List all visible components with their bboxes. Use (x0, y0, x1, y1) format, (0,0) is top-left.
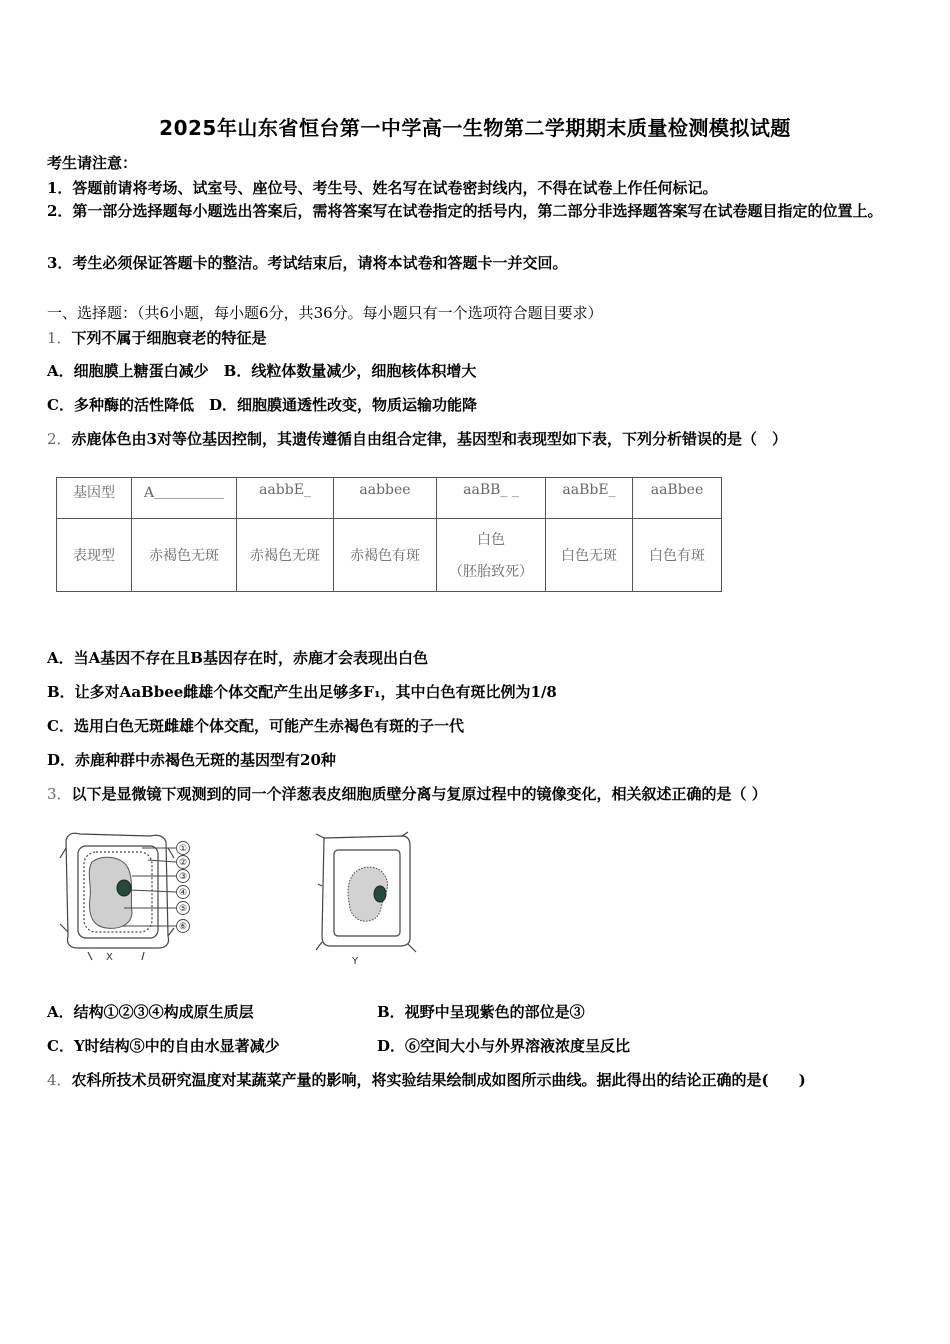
figure-caption-y: Y (352, 956, 359, 967)
question-3 (47, 783, 767, 804)
question-4 (47, 1069, 806, 1090)
q3-option-d: D．⑥空间大小与外界溶液浓度呈反比 (377, 1037, 631, 1055)
question-stem: 赤鹿体色由3对等位基因控制，其遗传遵循自由组合定律，基因型和表现型如下表，下列分析错误的是（ ） (71, 430, 787, 448)
figure-label: ④ (178, 888, 188, 898)
q1-options-row-1: A．细胞膜上糖蛋白减少 B．线粒体数量减少，细胞核体积增大 (47, 362, 477, 380)
q2-option-c: C．选用白色无斑雌雄个体交配，可能产生赤褐色有斑的子一代 (47, 717, 464, 735)
table-cell: A＿＿＿＿＿ (132, 478, 237, 519)
table-cell: aabbE_ (237, 478, 334, 519)
cell-figure-y (312, 828, 422, 968)
question-stem: 下列不属于细胞衰老的特征是 (71, 329, 267, 347)
q3-option-b: B．视野中呈现紫色的部位是③ (377, 1003, 585, 1021)
q3-option-c: C．Y时结构⑤中的自由水显著减少 (47, 1037, 280, 1055)
page-title: 2025年山东省恒台第一中学高一生物第二学期期末质量检测模拟试题 (159, 116, 791, 140)
figure-label: ⑥ (178, 922, 188, 932)
table-cell-text: 白色 (477, 532, 505, 548)
table-cell: 赤褐色无斑 (132, 519, 237, 592)
figure-label: ② (178, 858, 188, 868)
table-cell (437, 519, 546, 592)
q2-option-d: D．赤鹿种群中赤褐色无斑的基因型有20种 (47, 751, 336, 769)
nucleus (117, 880, 131, 896)
notice-item-2: 2．第一部分选择题每小题选出答案后，需将答案写在试卷指定的括号内，第二部分非选择题答案写在试卷题目指定的位置上。 (47, 202, 883, 220)
table-row-header: 基因型 (57, 478, 132, 519)
table-row (57, 478, 722, 519)
question-stem: 农科所技术员研究温度对某蔬菜产量的影响，将实验结果绘制成如图所示曲线。据此得出的结论正确的是( ) (71, 1071, 806, 1089)
table-cell: aaBbE_ (546, 478, 633, 519)
q1-options-row-2: C．多种酶的活性降低 D．细胞膜通透性改变，物质运输功能降 (47, 396, 477, 414)
table-cell: 赤褐色有斑 (334, 519, 437, 592)
q2-option-a: A．当A基因不存在且B基因存在时，赤鹿才会表现出白色 (47, 649, 428, 667)
question-1 (47, 327, 267, 348)
notice-item-3: 3．考生必须保证答题卡的整洁。考试结束后，请将本试卷和答题卡一并交回。 (47, 254, 568, 272)
figure-label: ③ (178, 872, 188, 882)
table-cell: 白色有斑 (633, 519, 722, 592)
table-cell: aaBB_ _ (437, 478, 546, 519)
question-number: 3． (47, 785, 72, 803)
figure-label: ⑤ (178, 904, 188, 914)
table-row-header: 表现型 (57, 519, 132, 592)
table-cell: aaBbee (633, 478, 722, 519)
notice-heading: 考生请注意： (47, 154, 138, 172)
notice-item-1: 1．答题前请将考场、试室号、座位号、考生号、姓名写在试卷密封线内，不得在试卷上作任何标记。 (47, 179, 718, 197)
cell-figure-x (58, 828, 208, 968)
table-cell-note: （胚胎致死） (449, 564, 533, 580)
figure-caption-x: X (106, 952, 113, 963)
q3-option-a: A．结构①②③④构成原生质层 (47, 1003, 254, 1021)
section-heading: 一、选择题：（共6小题，每小题6分，共36分。每小题只有一个选项符合题目要求） (47, 304, 603, 322)
nucleus (374, 886, 386, 902)
table-cell: 赤褐色无斑 (237, 519, 334, 592)
table-cell: aabbee (334, 478, 437, 519)
question-number: 2． (47, 430, 72, 448)
table-row (57, 519, 722, 592)
table-cell: 白色无斑 (546, 519, 633, 592)
question-number: 1． (47, 329, 72, 347)
genotype-table (56, 477, 722, 592)
q2-option-b: B．让多对AaBbee雌雄个体交配产生出足够多F₁，其中白色有斑比例为1/8 (47, 683, 557, 701)
figure-label: ① (178, 844, 188, 854)
question-stem: 以下是显微镜下观测到的同一个洋葱表皮细胞质壁分离与复原过程中的镜像变化，相关叙述正确的是（ ） (71, 785, 767, 803)
question-2 (47, 428, 787, 449)
question-number: 4． (47, 1071, 72, 1089)
